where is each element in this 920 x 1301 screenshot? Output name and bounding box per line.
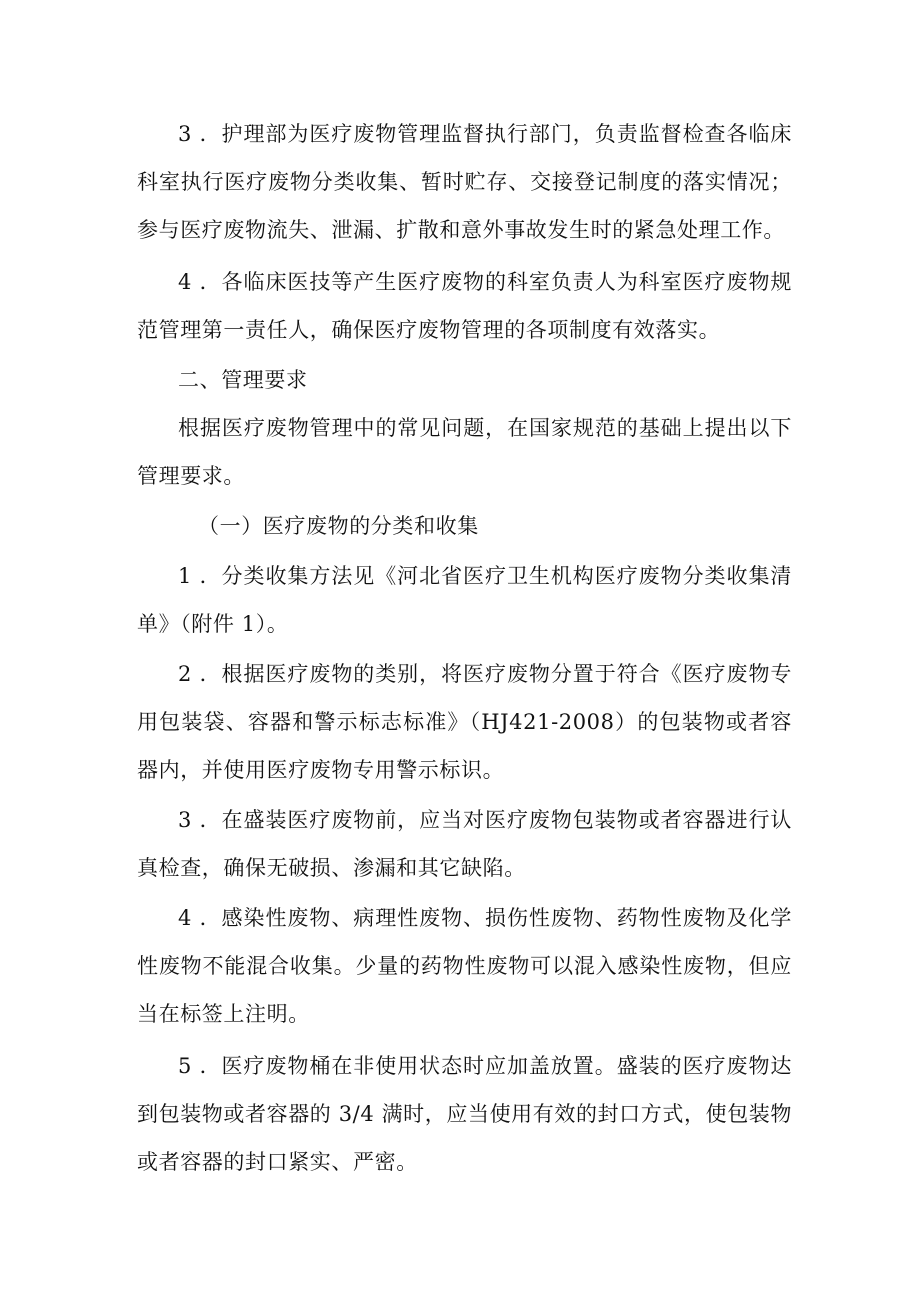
paragraph-section-intro: 根据医疗废物管理中的常见问题，在国家规范的基础上提出以下管理要求。 bbox=[137, 416, 792, 488]
paragraph-nursing-supervision: 3 ．护理部为医疗废物管理监督执行部门，负责监督检查各临床科室执行医疗废物分类收集、暂时贮存、交接登记制度的落实情况；参与医疗废物流失、泄漏、扩散和意外事故发生时的紧急处理工作。 bbox=[137, 122, 792, 242]
list-item-4: 4 ．感染性废物、病理性废物、损伤性废物、药物性废物及化学性废物不能混合收集。少量的药物性废物可以混入感染性废物，但应当在标签上注明。 bbox=[137, 906, 792, 1026]
list-item-1: 1 ．分类收集方法见《河北省医疗卫生机构医疗废物分类收集清单》（附件 1）。 bbox=[137, 564, 792, 636]
list-item-2: 2 ．根据医疗废物的类别，将医疗废物分置于符合《医疗废物专用包装袋、容器和警示标志标准》（HJ421-2008）的包装物或者容器内，并使用医疗废物专用警示标识。 bbox=[137, 662, 792, 782]
paragraph-department-responsibility: 4 ．各临床医技等产生医疗废物的科室负责人为科室医疗废物规范管理第一责任人，确保医疗废物管理的各项制度有效落实。 bbox=[137, 270, 792, 342]
section-title-management-requirements: 二、管理要求 bbox=[178, 368, 308, 392]
list-item-5: 5 ．医疗废物桶在非使用状态时应加盖放置。盛装的医疗废物达到包装物或者容器的 3/4 满时，应当使用有效的封口方式，使包装物或者容器的封口紧实、严密。 bbox=[137, 1054, 792, 1174]
list-item-3: 3 ．在盛装医疗废物前，应当对医疗废物包装物或者容器进行认真检查，确保无破损、渗漏和其它缺陷。 bbox=[137, 808, 792, 880]
subsection-title-classification: （一）医疗废物的分类和收集 bbox=[198, 514, 479, 538]
